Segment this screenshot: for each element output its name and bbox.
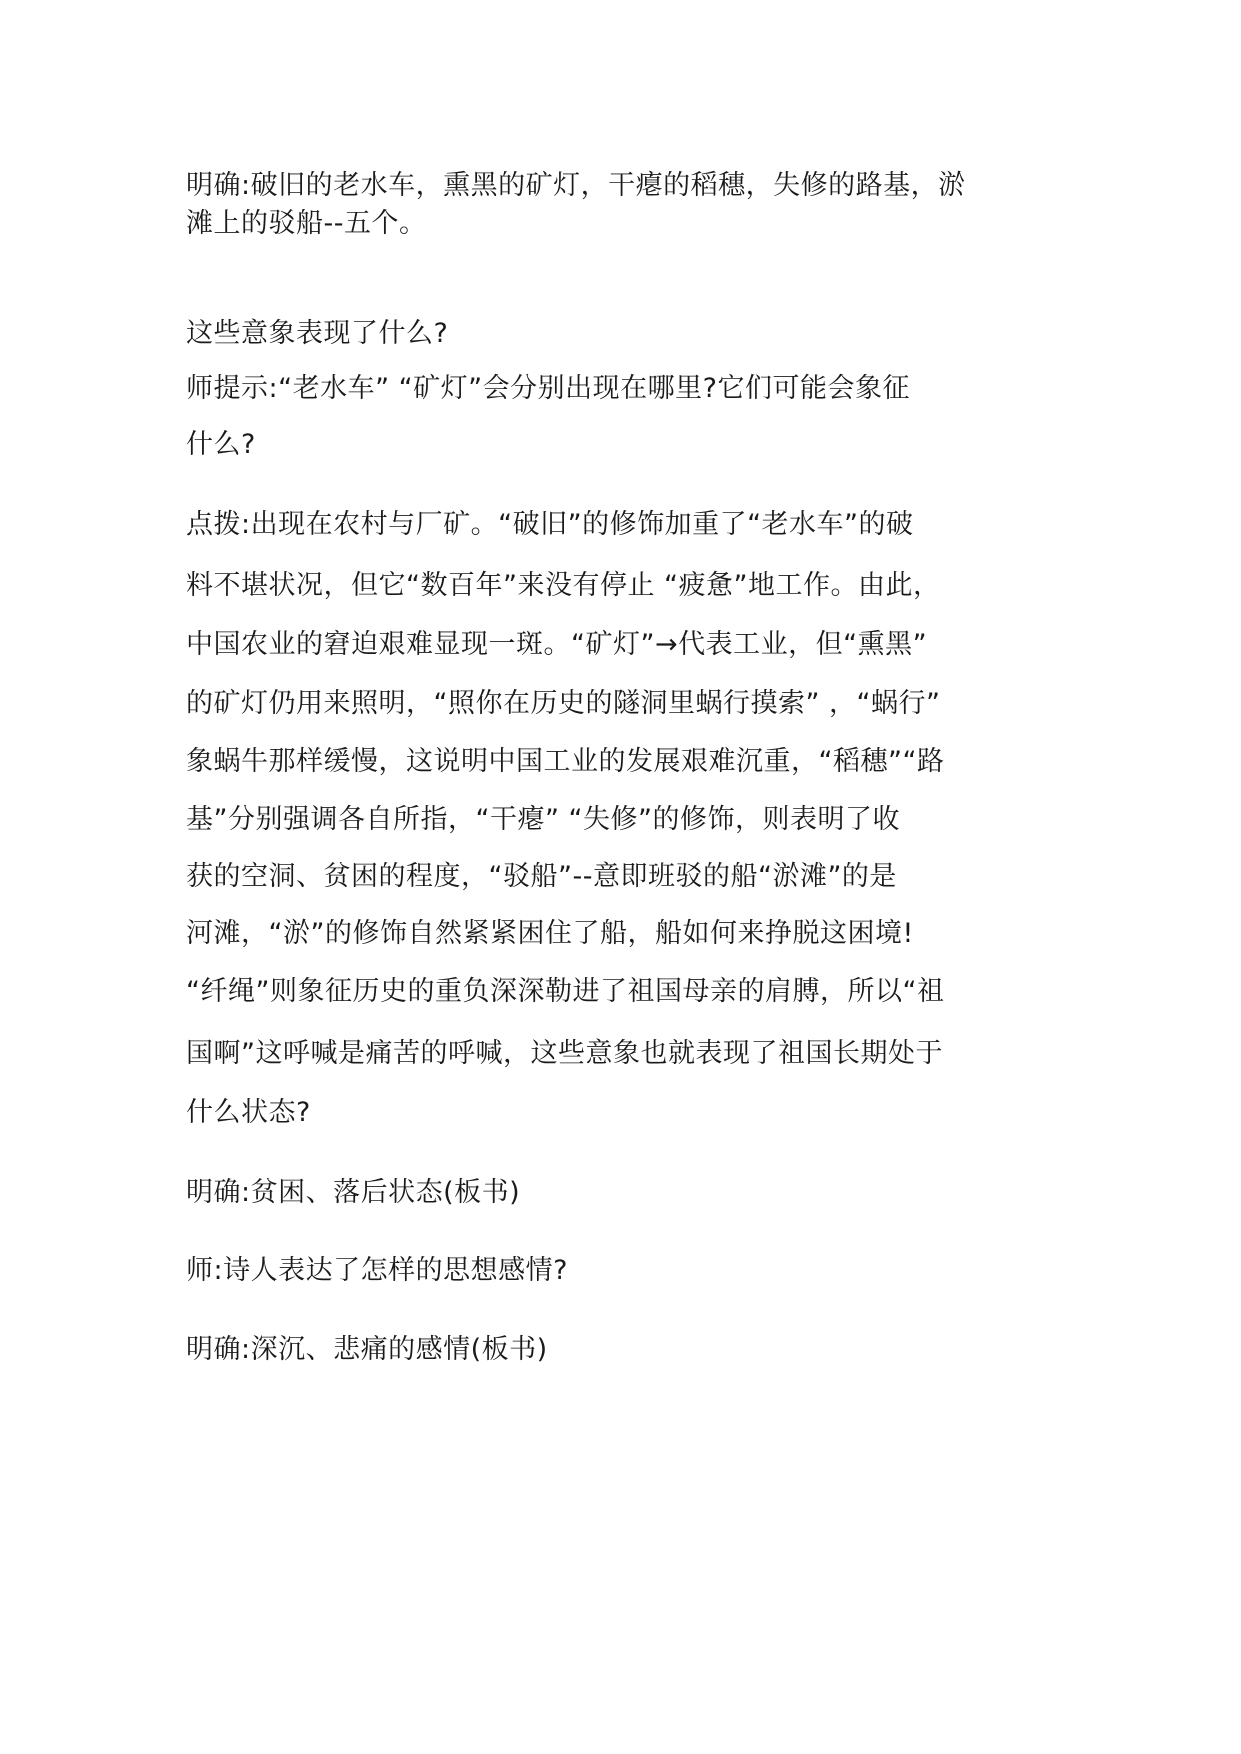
text-line: 什么? bbox=[186, 429, 256, 460]
text-line: 河滩，“淤”的修饰自然紧紧困住了船，船如何来挣脱这困境! bbox=[186, 918, 914, 949]
text-line: 明确:破旧的老水车，熏黑的矿灯，干瘪的稻穗，失修的路基，淤 bbox=[186, 170, 966, 201]
text-line: 象蜗牛那样缓慢，这说明中国工业的发展艰难沉重，“稻穗”“路 bbox=[186, 746, 945, 777]
text-line: 师:诗人表达了怎样的思想感情? bbox=[186, 1255, 568, 1286]
text-line: 这些意象表现了什么? bbox=[186, 318, 449, 349]
text-line: 师提示:“老水车” “矿灯”会分别出现在哪里?它们可能会象征 bbox=[186, 373, 910, 404]
text-line: 国啊”这呼喊是痛苦的呼喊，这些意象也就表现了祖国长期处于 bbox=[186, 1038, 943, 1069]
text-line: “纤绳”则象征历史的重负深深勒进了祖国母亲的肩膊，所以“祖 bbox=[186, 976, 945, 1007]
text-line: 料不堪状况，但它“数百年”来没有停止 “疲惫”地工作。由此， bbox=[186, 570, 941, 601]
text-line: 什么状态? bbox=[186, 1097, 311, 1128]
text-line: 滩上的驳船--五个。 bbox=[186, 208, 427, 239]
text-line: 明确:深沉、悲痛的感情(板书) bbox=[186, 1334, 548, 1365]
text-line: 明确:贫困、落后状态(板书) bbox=[186, 1177, 521, 1208]
text-line: 中国农业的窘迫艰难显现一斑。“矿灯”→代表工业，但“熏黑” bbox=[186, 629, 928, 660]
text-line: 获的空洞、贫困的程度，“驳船”--意即班驳的船“淤滩”的是 bbox=[186, 861, 897, 892]
text-line: 的矿灯仍用来照明，“照你在历史的隧洞里蜗行摸索” ，“蜗行” bbox=[186, 688, 941, 719]
text-line: 点拨:出现在农村与厂矿。“破旧”的修饰加重了“老水车”的破 bbox=[186, 509, 914, 540]
text-line: 基”分别强调各自所指，“干瘪” “失修”的修饰，则表明了收 bbox=[186, 804, 901, 835]
